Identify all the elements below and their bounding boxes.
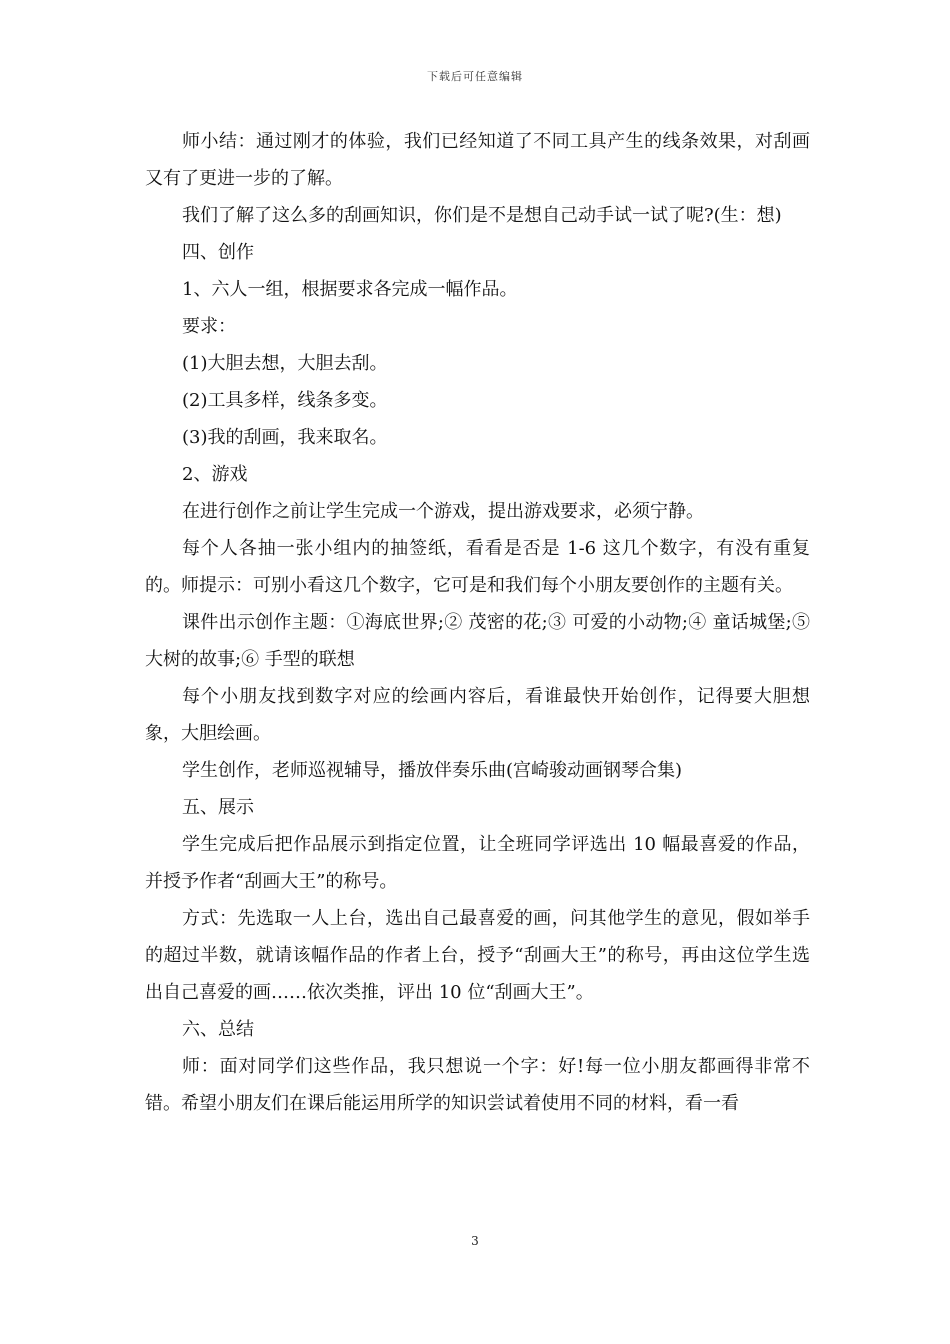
- paragraph: 方式：先选取一人上台，选出自己最喜爱的画，问其他学生的意见，假如举手的超过半数，就请该幅作品的作者上台，授予“刮画大王”的称号，再由这位学生选出自己喜爱的画……依次类推，评出 10 位“刮画大王”。: [145, 908, 810, 1003]
- section-heading: 四、创作: [182, 242, 254, 263]
- paragraph: 师小结：通过刚才的体验，我们已经知道了不同工具产生的线条效果，对刮画又有了更进一步的了解。: [145, 131, 810, 189]
- paragraph: 每个人各抽一张小组内的抽签纸，看看是否是 1-6 这几个数字，有没有重复的。师提示：可别小看这几个数字，它可是和我们每个小朋友要创作的主题有关。: [145, 538, 810, 596]
- page-header: 下载后可任意编辑: [427, 70, 523, 83]
- paragraph: 要求：: [182, 316, 236, 337]
- paragraph: 学生创作，老师巡视辅导，播放伴奏乐曲(宫崎骏动画钢琴合集): [182, 760, 683, 781]
- paragraph: 课件出示创作主题：①海底世界;② 茂密的花;③ 可爱的小动物;④ 童话城堡;⑤ 大树的故事;⑥ 手型的联想: [145, 612, 810, 670]
- document-body: [145, 123, 810, 1122]
- paragraph: 我们了解了这么多的刮画知识，你们是不是想自己动手试一试了呢?(生：想): [182, 205, 782, 226]
- list-item: (2)工具多样，线条多变。: [182, 390, 388, 411]
- paragraph: 师：面对同学们这些作品，我只想说一个字：好!每一位小朋友都画得非常不错。希望小朋友们在课后能运用所学的知识尝试着使用不同的材料，看一看: [145, 1056, 810, 1114]
- paragraph: 1、六人一组，根据要求各完成一幅作品。: [182, 279, 518, 300]
- paragraph: 2、游戏: [182, 464, 248, 485]
- paragraph: 学生完成后把作品展示到指定位置，让全班同学评选出 10 幅最喜爱的作品，并授予作者“刮画大王”的称号。: [145, 834, 810, 892]
- paragraph: 每个小朋友找到数字对应的绘画内容后，看谁最快开始创作，记得要大胆想象，大胆绘画。: [145, 686, 810, 744]
- section-heading: 六、总结: [182, 1019, 254, 1040]
- list-item: (3)我的刮画，我来取名。: [182, 427, 388, 448]
- section-heading: 五、展示: [182, 797, 254, 818]
- list-item: (1)大胆去想，大胆去刮。: [182, 353, 388, 374]
- page-number: 3: [471, 1234, 479, 1248]
- paragraph: 在进行创作之前让学生完成一个游戏，提出游戏要求，必须宁静。: [182, 501, 704, 522]
